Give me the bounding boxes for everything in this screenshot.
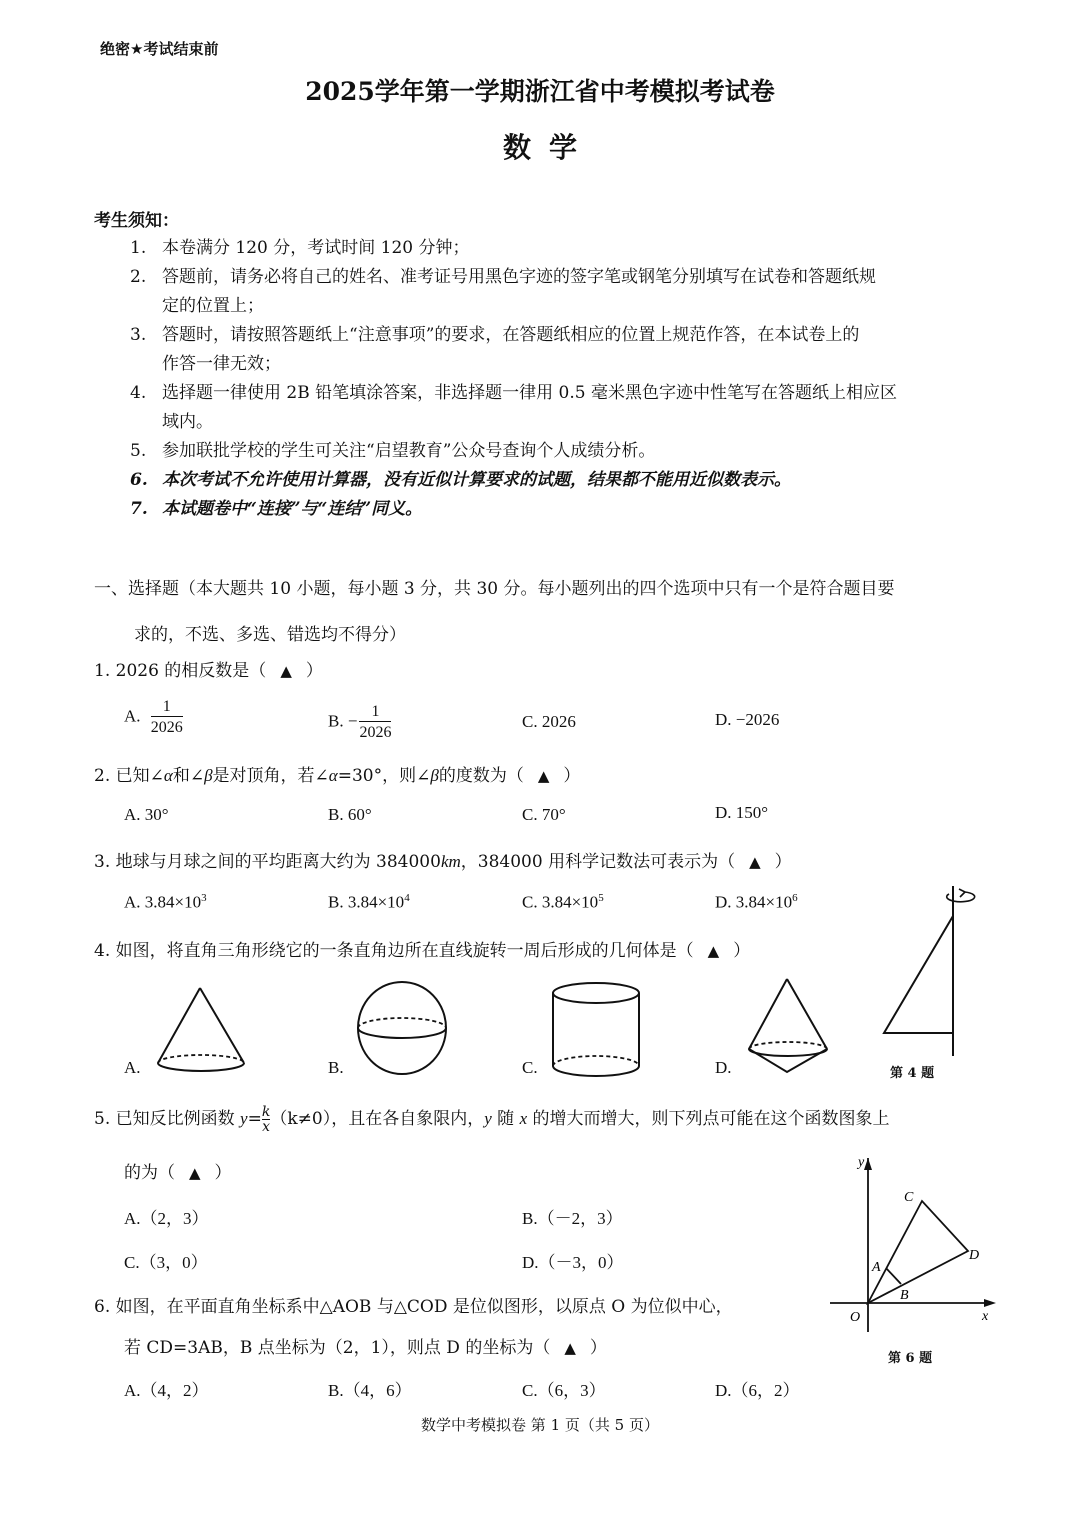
homothety-figure <box>830 1150 1010 1350</box>
q3-option-d[interactable]: D. $3.84\times 10^6$ <box>715 892 798 912</box>
q4-option-a[interactable]: A. <box>124 1058 141 1077</box>
notice-item-7: 7. 本试题卷中“连接”与“连结”同义。 <box>130 499 423 519</box>
notice-item-6: 6. 本次考试不允许使用计算器，没有近似计算要求的试题，结果都不能用近似数表示。 <box>130 470 791 490</box>
q6-option-d[interactable]: D.（6，2） <box>715 1381 800 1400</box>
notice-item-3: 3. 答题时，请按照答题纸上“注意事项”的要求，在答题纸相应的位置上规范作答，在本试卷上的 作答一律无效； <box>130 325 860 374</box>
q6-option-b[interactable]: B.（4，6） <box>328 1381 412 1400</box>
sphere-icon <box>355 980 455 1080</box>
notice-item-5: 5. 参加联批学校的学生可关注“启望教育”公众号查询个人成绩分析。 <box>130 441 656 461</box>
q6-option-a[interactable]: A.（4，2） <box>124 1381 209 1400</box>
q2-option-a[interactable]: A. 30° <box>124 805 169 824</box>
answer-triangle-icon: ▲ <box>749 853 761 871</box>
q3-option-a[interactable]: A. $3.84\times 10^3$ <box>124 892 207 912</box>
q1-option-b[interactable]: B. − $\frac{1}{2026}$ <box>328 703 392 741</box>
cylinder-icon <box>550 978 650 1083</box>
figure-6-caption: 第 6 题 <box>888 1351 933 1366</box>
q4-option-c[interactable]: C. <box>522 1058 538 1077</box>
page-footer: 数学中考模拟卷 第 1 页（共 5 页） <box>421 1416 659 1434</box>
q1-option-a[interactable]: A. $\frac{1}{2026}$ <box>124 698 183 736</box>
answer-triangle-icon: ▲ <box>707 942 720 960</box>
answer-triangle-icon: ▲ <box>280 662 292 680</box>
notice-item-2: 2. 答题前，请务必将自己的姓名、准考证号用黑色字迹的签字笔或钢笔分别填写在试卷和答题纸规 定的位置上； <box>130 267 876 316</box>
q2-option-b[interactable]: B. 60° <box>328 805 372 824</box>
q3-option-b[interactable]: B. $3.84\times 10^4$ <box>328 892 410 912</box>
question-5: 5. 已知反比例函数 y= $\frac{k}{x}$ （k≠0），且在各自象限内，y 随 x 的增大而增大，则下列点可能在这个函数图象上 <box>94 1104 890 1135</box>
figure-4-caption: 第 4 题 <box>890 1066 935 1081</box>
fraction: $\frac{1}{2026}$ <box>359 703 392 741</box>
notice-item-4: 4. 选择题一律使用 2B 铅笔填涂答案，非选择题一律用 0.5 毫米黑色字迹中性笔写在答题纸上相应区 域内。 <box>130 383 897 432</box>
q2-option-c[interactable]: C. 70° <box>522 805 566 824</box>
rotating-triangle-figure <box>870 880 990 1060</box>
q6-option-c[interactable]: C.（6，3） <box>522 1381 606 1400</box>
q5-option-d[interactable]: D.（－3，0） <box>522 1253 624 1272</box>
svg-text:A: A <box>872 1260 881 1275</box>
q2-option-d[interactable]: D. 150° <box>715 803 769 822</box>
answer-triangle-icon: ▲ <box>537 767 550 785</box>
svg-text:C: C <box>904 1190 914 1205</box>
question-5-line2: 的为（ ▲ ） <box>124 1163 232 1183</box>
notice-item-1: 1. 本卷满分 120 分，考试时间 120 分钟； <box>130 238 470 258</box>
double-cone-icon <box>745 974 835 1079</box>
subject-title: 数学 <box>502 131 595 164</box>
q5-option-b[interactable]: B.（－2，3） <box>522 1209 623 1228</box>
fraction: $\frac{1}{2026}$ <box>150 698 183 736</box>
notice-heading: 考生须知： <box>94 211 179 231</box>
svg-text:O: O <box>850 1310 861 1325</box>
cone-icon <box>150 980 260 1080</box>
notice-list <box>130 234 990 524</box>
question-6-line2: 若 CD=3AB，B 点坐标为（2，1），则点 D 的坐标为（ ▲ ） <box>124 1338 607 1358</box>
q1-option-c[interactable]: C. 2026 <box>522 712 576 731</box>
svg-text:B: B <box>900 1288 909 1303</box>
q4-option-b[interactable]: B. <box>328 1058 344 1077</box>
svg-text:D: D <box>969 1248 980 1263</box>
confidential-label: 绝密★考试结束前 <box>100 40 219 58</box>
section-heading: 一、选择题（本大题共 10 小题，每小题 3 分，共 30 分。每小题列出的四个选项中只有一个是符合题目要 求的，不选、多选、错选均不得分） <box>94 579 895 645</box>
svg-text:y: y <box>858 1155 865 1170</box>
question-4: 4. 如图，将直角三角形绕它的一条直角边所在直线旋转一周后形成的几何体是（ ▲ ） <box>94 941 751 961</box>
q4-option-d[interactable]: D. <box>715 1058 732 1077</box>
question-1: 1. 2026 的相反数是（ ▲ ） <box>94 661 323 681</box>
q5-option-c[interactable]: C.（3，0） <box>124 1253 208 1272</box>
question-2: 2. 已知∠α和∠β是对顶角，若∠α=30°，则∠β的度数为（ ▲ ） <box>94 766 581 786</box>
answer-triangle-icon: ▲ <box>189 1164 201 1182</box>
q5-option-a[interactable]: A.（2，3） <box>124 1209 209 1228</box>
q3-option-c[interactable]: C. $3.84\times 10^5$ <box>522 892 604 912</box>
q1-option-d[interactable]: D. −2026 <box>715 710 780 729</box>
answer-triangle-icon: ▲ <box>564 1339 576 1357</box>
fraction: $\frac{k}{x}$ <box>261 1104 271 1135</box>
exam-title: 2025学年第一学期浙江省中考模拟考试卷 <box>305 77 775 106</box>
question-6: 6. 如图，在平面直角坐标系中△AOB 与△COD 是位似图形，以原点 O 为位似中心， <box>94 1297 733 1317</box>
svg-text:x: x <box>982 1309 989 1324</box>
question-3: 3. 地球与月球之间的平均距离大约为 384000km，384000 用科学记数法可表示为（ ▲ ） <box>94 852 792 872</box>
